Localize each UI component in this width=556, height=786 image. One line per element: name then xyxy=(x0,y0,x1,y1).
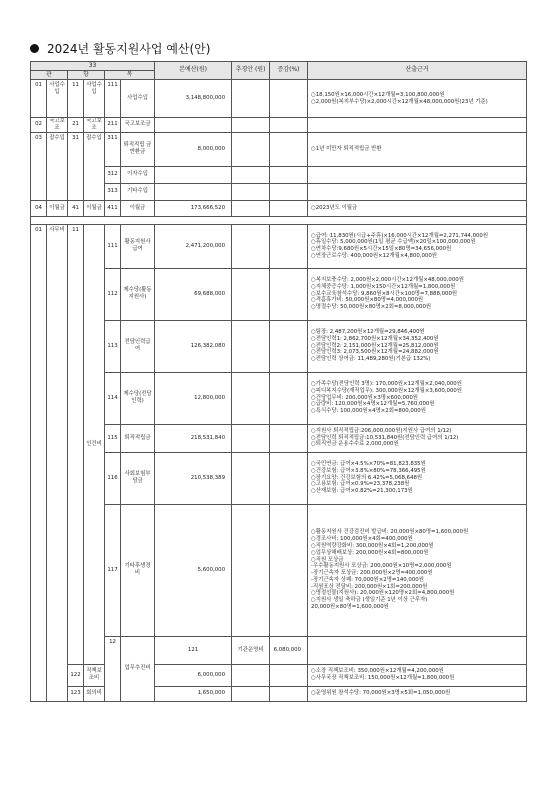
header-supplement: 추경안 (원) xyxy=(232,62,270,80)
table-row: 122 직책보조비 6,000,000 ○소장 직책보조비: 350,000원×12개월=4,200,000원 ○사무국장 직책보조비: 150,000원×12개월=1,800,000원 xyxy=(31,664,527,686)
header-change: 증감(%) xyxy=(270,62,308,80)
table-row: 312 이자수입 xyxy=(31,166,527,183)
page-title xyxy=(30,40,210,57)
budget-table xyxy=(30,61,527,702)
page-title-text: 2024년 활동지원사업 예산(안) xyxy=(47,42,211,56)
header-budget: 본예산(원) xyxy=(155,62,232,80)
table-row: 123 회의비 1,650,000 ○운영위원 참석수당: 70,000원×3명×5회=1,050,000원 xyxy=(31,686,527,701)
table-row: 01 사무비 11 인건비 111 활동지원사급여 2,471,200,000 ○급여: 11,830원(시급+주휴)×16,000시간×12개월=2,271,744,000원 ○휴일수당: 5,000,000원(1일 평균 수급액)×20일×100,000,000원 ○연차수당:9,680원×5시간×15일×80명=34,656,000원 ○연장근로수당: 400,000원×12개월×4,800,000원 xyxy=(31,224,527,268)
bullet-icon xyxy=(30,44,39,53)
header-gwan: 관 xyxy=(31,71,68,80)
header-mok: 목 xyxy=(105,71,155,80)
table-row: 117 기타후생경비 5,600,000 ○활동지원사 건강검진비 발급비: 20,000원×80명=1,600,000원 ○경조사비: 100,000원×4회=400,000원 ○직원역량강화비: 300,000원×4회=1,200,000원 ○업무상해배보상: 200,000원×4회=800,000원 ○직원 포상금 -우수활동지원사 포상금: 200,000원×10명=2,000,000원 -장기근속자 포상금: 200,000원×2명=400,000원 -장기근속자 상패: 70,000원×2명=140,000원 -직원포상 전달비: 200,000원×1회=200,000원 ○명절선물(지원사): 20,000원×120명×2회=4,800,000원 ○지원사 생일 축하금 (생일기준 1년 이상 근무자) 20,000원×80명=1,600,000원 xyxy=(31,504,527,636)
table-row: 116 사회보험부담금 210,538,389 ○국민연금: 급여×4.5%×70%=81,823,835원 ○건강보험: 급여×3.8%×80%=78,366,495원 ○장기요양: 건강보험의 6.42%=5,068,648원 ○고용보험: 급여×0.9%=23,378,238원 ○산재보험: 급여×0.82%=21,300,173원 xyxy=(31,452,527,504)
table-row: 113 전담인력급여 126,382,080 ○팀장: 2,487,200원×12개월=29,846,400원 ○전담인력1: 2,862,700원×12개월×34,352,400원 ○전담인력2: 2,151,000원×12개월=25,812,000원 ○전담인력3: 2,073,500원×12개월=24,882,000원 ○전담인력 상여금: 11,489,280원(기본급 132%) xyxy=(31,320,527,372)
table-row: 01 사업수입 11 사업수입 111 사업수입 3,148,800,000 ○18,150원×16,000시간×12개월=3,100,800,000원 ○2,000원(복지부수당)×2,000시간×12개월×48,000,000원(23년 기준) xyxy=(31,80,527,118)
basis-cell: ○18,150원×16,000시간×12개월=3,100,800,000원 ○2,000원(복지부수당)×2,000시간×12개월×48,000,000원(23년 기준) xyxy=(308,80,527,118)
table-row: 112 제수당(활동지원사) 69,688,000 ○복지보충수당: 2,000원×2,000시간×12개월×48,000,000원 ○지체중증수당: 1,000원×150시간×12개월=1,800,000원 ○보수교육참석수당: 9,860원×8시간×100명=7,888,000원 ○격흠휴가비: 50,000원×80명=4,000,000원 ○명절수당: 50,000원×80명×2회=8,000,000원 xyxy=(31,268,527,320)
table-row: 115 퇴직적립금 218,531,840 ○지원사 퇴직적립금:206,000,000원(지원사 급여의 1/12) ○전담인력 퇴직적립금:10,531,840원(전담인력 급여의 1/12) ○퇴직연금 운용수수료 2,000,000원 xyxy=(31,424,527,452)
table-row: 313 기타수입 xyxy=(31,183,527,200)
header-basis: 산출근거 xyxy=(308,62,527,80)
table-row: 03 잡수입 31 잡수입 311 퇴직적립 금반환금 8,000,000 ○1년 미만자 퇴직적립금 반환 xyxy=(31,132,527,166)
table-row: 04 이월금 41 이월금 411 이월금 173,666,520 ○2023년도 이월금 xyxy=(31,200,527,216)
header-group-label: 33 xyxy=(31,62,155,71)
table-row: 114 제수당(전담인력) 12,800,000 ○가족수당(전담인력 3명): 170,000원×12개월×2,040,000원 ○피디복지수당(재직업무): 300,000원×12개월×3,600,000원 ○건당업무비: 200,000원×3명×600,000원 ○급량비: 120,000원×4명×12개월=5,760,000원 ○특식수당: 100,000원×4명×2회=800,000원 xyxy=(31,372,527,424)
table-row: 12 업무추진비 121 기관운영비 6,080,000 xyxy=(31,636,527,664)
table-row: 02 국고보조 21 국고보조 211 국고보조금 xyxy=(31,118,527,133)
header-hang: 항 xyxy=(68,71,105,80)
